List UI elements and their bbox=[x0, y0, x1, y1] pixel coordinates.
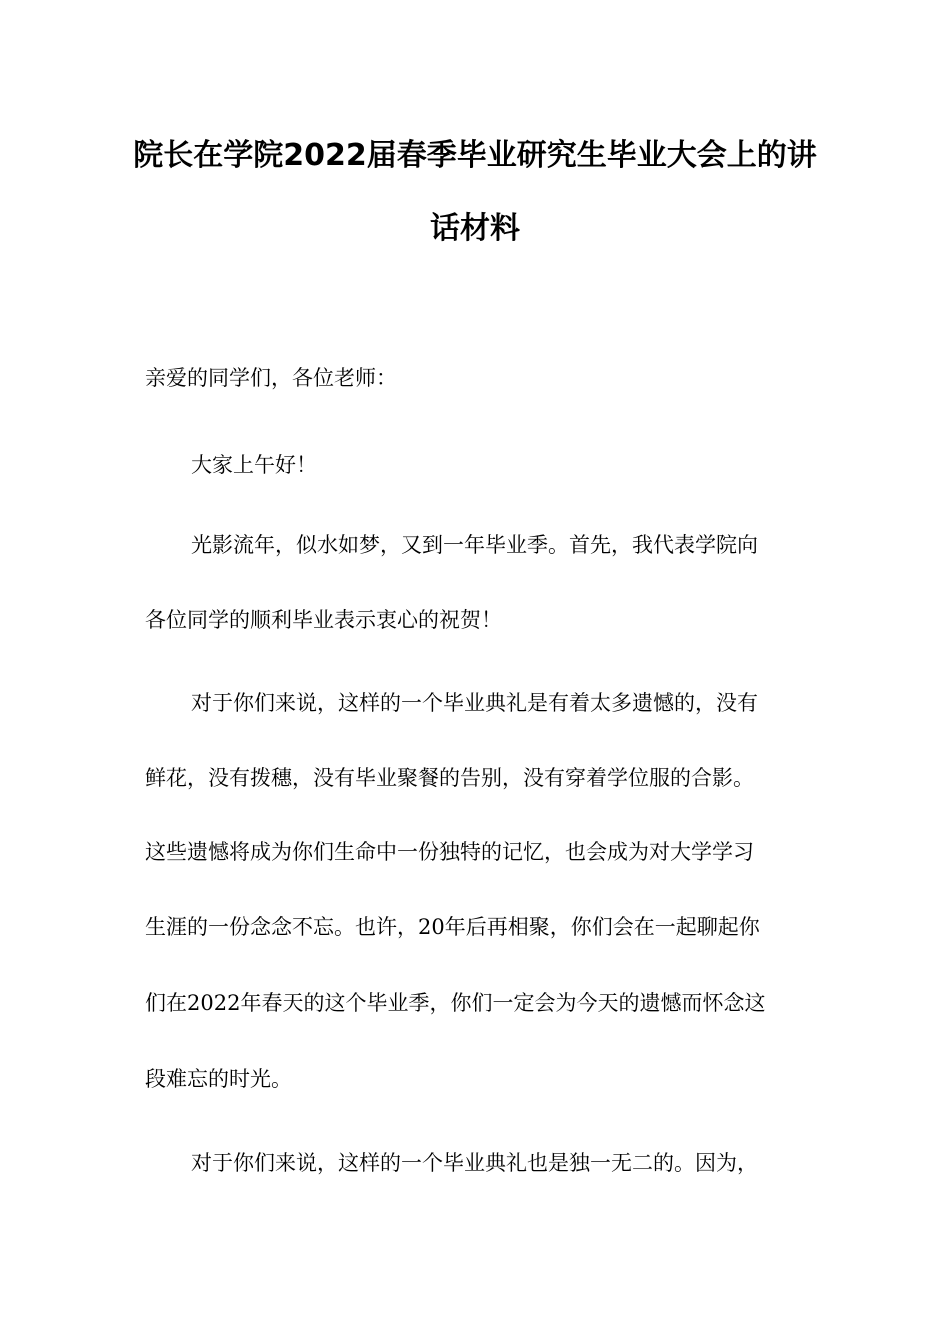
salutation: 亲爱的同学们，各位老师： bbox=[145, 366, 397, 390]
paragraph-line: 对于你们来说，这样的一个毕业典礼也是独一无二的。因为， bbox=[191, 1151, 758, 1175]
paragraph-line: 各位同学的顺利毕业表示衷心的祝贺！ bbox=[145, 608, 502, 632]
paragraph-line: 生涯的一份念念不忘。也许，20年后再相聚，你们会在一起聊起你 bbox=[145, 915, 760, 939]
document-title-line-2: 话材料 bbox=[430, 211, 520, 246]
paragraph-line: 们在2022年春天的这个毕业季，你们一定会为今天的遗憾而怀念这 bbox=[145, 991, 766, 1015]
greeting: 大家上午好！ bbox=[191, 453, 317, 477]
paragraph-line: 对于你们来说，这样的一个毕业典礼是有着太多遗憾的，没有 bbox=[191, 691, 758, 715]
paragraph-line: 这些遗憾将成为你们生命中一份独特的记忆，也会成为对大学学习 bbox=[145, 840, 754, 864]
paragraph-line: 鲜花，没有拨穗，没有毕业聚餐的告别，没有穿着学位服的合影。 bbox=[145, 766, 754, 790]
paragraph-line: 段难忘的时光。 bbox=[145, 1067, 292, 1091]
document-title-line-1: 院长在学院2022届春季毕业研究生毕业大会上的讲 bbox=[133, 138, 817, 173]
paragraph-line: 光影流年，似水如梦，又到一年毕业季。首先，我代表学院向 bbox=[191, 533, 758, 557]
